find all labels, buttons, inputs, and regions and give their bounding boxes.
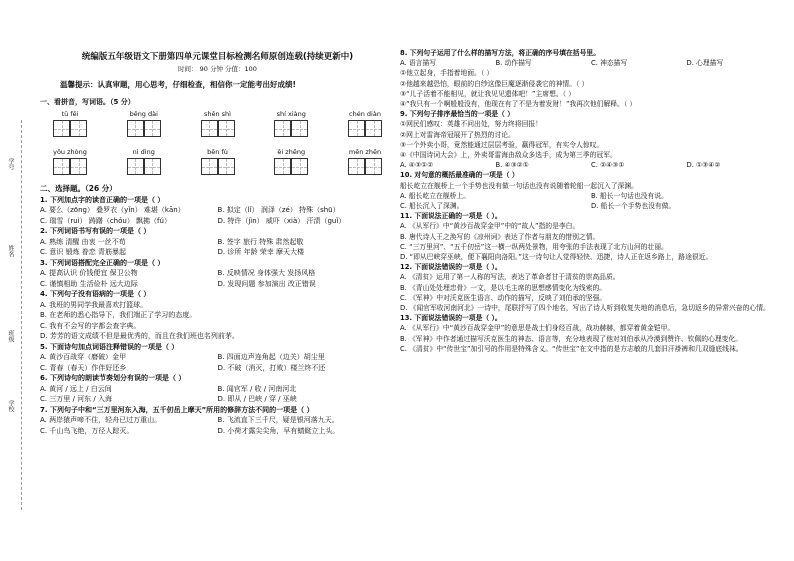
option[interactable]: A. 《从军行》中“黄沙百战穿金甲”中的“故人”指的是李白。	[400, 222, 580, 231]
option[interactable]: D. “即从巴峡穿巫峡，便下襄阳向洛阳。”这一诗句让人觉得轻快、迅捷，诗人正在返乡路上，路途很近。	[400, 253, 713, 262]
margin-label-id: 学号	[7, 158, 14, 170]
options-9	[400, 160, 782, 170]
context: 船长屹立在舰桥上一个手势也没有做一句话也没有说随着轮船一起沉入了深渊。	[400, 181, 638, 190]
writing-grid[interactable]	[40, 158, 100, 175]
option[interactable]: D. 不破（消灭，打败）楼兰终不还	[217, 363, 326, 372]
pinyin-item: shí xiàng	[261, 110, 321, 137]
margin-label-school: 学校	[7, 400, 14, 412]
option[interactable]: C. 青春（春天）作伴好还乡	[40, 363, 127, 372]
question-8: 8. 下列句子运用了什么样的描写方法，将正确的序号填在括号里。	[400, 49, 600, 57]
option[interactable]: B. 签字 旅行 特殊 肃然起敬	[217, 237, 304, 246]
margin-label-class: 班级	[7, 330, 14, 342]
pinyin-item: tū fēi	[40, 110, 100, 137]
pinyin-item: shěn shì	[188, 110, 248, 137]
option[interactable]: D. 芳芳的语文成绩不但是最优秀的，而且在我们班也名列前茅。	[40, 332, 239, 340]
options-6	[40, 384, 395, 405]
option[interactable]: D. 船长一个手势也没有做。	[591, 202, 676, 211]
option[interactable]: D. 《闻官军收河南河北》一诗中，尾联抒写了四个地名，写出了诗人听到收复失地的消息后，急切返乡的异常兴奋的心情。	[400, 304, 770, 313]
option[interactable]: B. 飞流直下三千尺，疑是银河落九天。	[217, 416, 339, 424]
question-4: 4. 下列句子没有语病的一项是（ ）	[40, 290, 151, 298]
writing-grid[interactable]	[261, 120, 321, 137]
option[interactable]: A. 《清贫》运用了第一人称的写法，表达了革命者甘于清贫的崇高品质。	[400, 273, 620, 282]
option[interactable]: B. ④③②①	[495, 161, 529, 170]
option[interactable]: C. 船长沉入了深渊。	[400, 202, 464, 211]
binding-margin	[0, 0, 30, 561]
option[interactable]: A. 我班的男同学我最喜欢打篮球。	[40, 300, 148, 309]
option[interactable]: B. 《青山处处埋忠骨》一文，是以毛主席的思想感情变化为线索的。	[400, 283, 607, 292]
option[interactable]: D. 发现问题 参加演出 改正错误	[217, 279, 316, 288]
option[interactable]: A. 熟练 清醒 由衷 一丝不苟	[40, 237, 126, 246]
option[interactable]: A. 船长屹立在舰桥上。	[400, 191, 471, 200]
question-11: 11. 下面说法正确的一项是（ ）。	[400, 212, 502, 221]
option[interactable]: B. 四面边声连角起（边关）胡尘里	[217, 353, 325, 361]
exam-tip: 温馨提示：认真审题，用心思考，仔细检查，相信你一定能考出好成绩!	[60, 80, 296, 89]
option[interactable]: C. 三万里 / 河东 / 入海	[40, 395, 112, 403]
writing-grid[interactable]	[188, 158, 248, 175]
options-8	[400, 58, 782, 68]
option[interactable]: C. 神态描写	[591, 59, 628, 68]
option[interactable]: C. 《军神》中对沃克医生语言、动作的描写，反映了刘伯承的坚强。	[400, 293, 607, 302]
writing-grid[interactable]	[335, 158, 395, 175]
sentence: ②他越来越恐怕，眼前的白纱这像巨魔逐渐侵袭它的神情。（ ）	[400, 79, 589, 88]
option[interactable]: A. 《从军行》中“黄沙百战穿金甲”的意思是战士们身经百战，战功赫赫，都穿着黄金铠甲。	[400, 324, 675, 333]
question-9: 9. 下列句子排序最恰当的一项是（ ）	[400, 110, 514, 119]
pinyin-item: bēn fù	[188, 148, 248, 175]
question-6: 6. 下列诗句的朗读节奏划分有误的一项是（ ）	[40, 374, 186, 382]
option[interactable]: B. 在老师的悉心指导下，我们端正了学习的态度。	[40, 311, 197, 319]
cut-line	[21, 120, 22, 510]
option[interactable]: C. 瑞雪（ruì） 踌躇（chóu） 飘拂（fú）	[40, 216, 171, 225]
option[interactable]: A. 两岸猿声啼不住，轻舟已过万重山。	[40, 416, 162, 424]
option[interactable]: A. 要么（zōng） 叠罗衣（yǐn） 难堪（kān）	[40, 206, 185, 214]
writing-grid[interactable]	[188, 120, 248, 137]
option[interactable]: A. 提高认识 价钱便宜 保卫公物	[40, 269, 138, 277]
pinyin-item: ěi zhēng	[261, 148, 321, 175]
options-2	[40, 237, 395, 258]
option[interactable]: D. 即从 / 巴峡 / 穿 / 巫峡	[217, 395, 297, 403]
option[interactable]: D. 特许（jìn） 威吓（xià） 汗渍（guǐ）	[217, 216, 346, 225]
option[interactable]: B. 船长一句话也没有说。	[591, 191, 668, 200]
section1-heading: 一、看拼音，写词语。（5 分）	[40, 98, 135, 106]
option[interactable]: C. ②④③①	[591, 161, 625, 170]
sentence: ②网上对雷海帝冠展开了热烈的讨论。	[400, 130, 515, 139]
margin-label-name: 姓名	[7, 245, 14, 257]
option[interactable]: B. 唐代诗人王之涣写的《凉州词》表达了作者与朋友的惜别之情。	[400, 232, 600, 241]
option[interactable]: C. “三万里河”、“五千仞岳”这一横一纵两处景物，用夸张的手法表现了北方山河的壮丽。	[400, 242, 668, 251]
option[interactable]: A. 语言描写	[400, 59, 437, 68]
pinyin-item: yǒu zhòng	[40, 148, 100, 175]
option[interactable]: A. ④③①②	[400, 161, 434, 170]
option[interactable]: C. 《清贫》中“传世宝”加引号的作用是特殊含义。“传世宝”在文中指的是方志敏的几套旧汗褂裤和几双缝底线袜。	[400, 344, 743, 353]
option[interactable]: C. 谨慎相助 生活俭朴 远大边际	[40, 279, 138, 288]
option[interactable]: C. 我有不会写的字都会查字典。	[40, 321, 141, 330]
pinyin-item: bēng dài	[114, 110, 174, 137]
pinyin-row-2	[40, 148, 395, 175]
question-1: 1. 下列加点字的读音正确的一项是（ ）	[40, 195, 165, 204]
section2-heading: 二、选择题。（26 分）	[40, 184, 117, 193]
options-7	[40, 415, 395, 436]
option[interactable]: D. 诊所 年龄 荣幸 摩天大楼	[217, 248, 305, 256]
options-3	[40, 268, 395, 289]
pinyin-row-1	[40, 110, 395, 137]
option[interactable]: C. 千山鸟飞绝，万径人踪灭。	[40, 426, 134, 435]
question-7: 7. 下列句子中和“三万里河东入海，五千仞岳上摩天”所用的修辞方法不同的一项是（ ）	[40, 405, 314, 414]
sentence: ③“儿子活着不能相见，就让我见见遗体吧！”主席想。（ ）	[400, 89, 576, 98]
writing-grid[interactable]	[114, 120, 174, 137]
option[interactable]: B. 《军神》中作者通过描写沃克医生的神态、语言等，充分地表现了他对刘伯承从冷漠到赞许、钦佩的心理变化。	[400, 334, 743, 343]
options-5	[40, 352, 395, 373]
sentence: ④“我只有一个啊般般没有，他现在有了不是为着发财！”我再次他们解释。（ ）	[400, 100, 637, 109]
writing-grid[interactable]	[335, 120, 395, 137]
question-12: 12. 下面说法错误的一项是（ ）。	[400, 263, 502, 272]
writing-grid[interactable]	[114, 158, 174, 175]
option[interactable]: B. 反映情况 身体强大 发扬风格	[217, 269, 316, 277]
pinyin-item: chén diàn	[335, 110, 395, 137]
question-3: 3. 下列词语搭配完全正确的一项是（ ）	[40, 258, 165, 267]
pinyin-item: nì dìng	[114, 148, 174, 175]
option[interactable]: D. 心理描写	[686, 59, 724, 68]
question-5: 5. 下面诗句加点词语注释错误的一项是（ ）	[40, 342, 179, 351]
writing-grid[interactable]	[261, 158, 321, 175]
option[interactable]: B. 拟定（lǐ） 润泽（zé） 特殊（shū）	[217, 206, 340, 214]
sentence: ①网民们感叹：英雄不问出处，努力终将回报！	[400, 120, 543, 129]
options-10	[400, 191, 782, 211]
option[interactable]: D. ①③④②	[686, 161, 721, 170]
sentence: ③一个外卖小哥，竟然能通过层层考验，赢得冠军，有实令人惊叹。	[400, 140, 604, 149]
option[interactable]: B. 动作描写	[495, 59, 532, 68]
options-1	[40, 205, 395, 226]
option[interactable]: D. 小荷才露尖尖角，早有蜻蜓立上头。	[217, 426, 340, 435]
question-13: 13. 下面说法错误的一项是（ ）。	[400, 314, 502, 323]
question-10: 10. 对句意的概括最准确的一项是（ ）	[400, 171, 519, 180]
option[interactable]: C. 意识 锻炼 眷恋 青筋暴起	[40, 248, 127, 256]
section2-left	[40, 184, 395, 436]
writing-grid[interactable]	[40, 120, 100, 137]
sentence: ④《中国诗词大会》上，外卖哥雷海由敌众多选手，成为第三季的冠军。	[400, 151, 617, 160]
page-title: 统编版五年级语文下册第四单元课堂目标检测名师原创连载(持续更新中)	[81, 52, 354, 62]
pinyin-item: mēn zhēn	[335, 148, 395, 175]
option[interactable]: B. 闻官军 / 收 / 河南河北	[217, 384, 297, 393]
exam-info: 时间： 90 分钟 分值：100	[178, 65, 257, 73]
option[interactable]: A. 黄河 / 远上 / 白云间	[40, 384, 112, 393]
right-column	[400, 48, 782, 354]
question-2: 2. 下列词语书写有误的一项是（ ）	[40, 227, 151, 235]
sentence: ①他立起身，手指着地面。（ ）	[400, 69, 494, 78]
option[interactable]: A. 黄沙百战穿（磨破）金甲	[40, 353, 127, 361]
